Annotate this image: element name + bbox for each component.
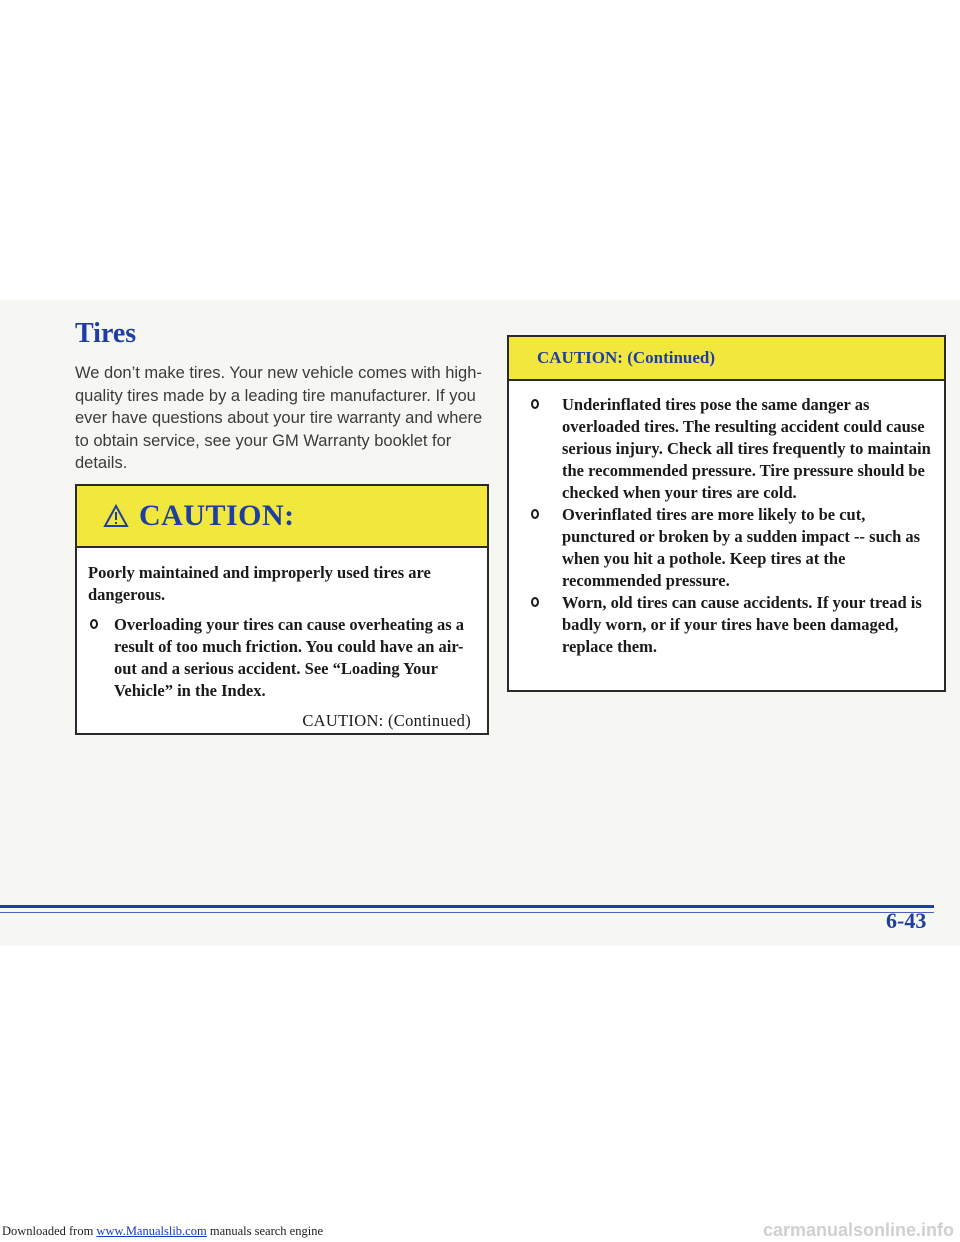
caution-bullet xyxy=(531,592,934,658)
caution-intro: Poorly maintained and improperly used tires are dangerous. xyxy=(88,563,431,604)
caution-continued-header xyxy=(509,337,944,381)
warning-triangle-icon xyxy=(103,504,129,528)
bullet-text: Overinflated tires are more likely to be cut, punctured or broken by a sudden impact -- such as when you hit a pothole. Keep tires at the recommended pressure. xyxy=(562,505,921,590)
bullet-icon xyxy=(90,619,98,629)
caution-bullet xyxy=(531,394,934,504)
caution-box xyxy=(75,484,489,735)
caution-continued-box xyxy=(507,335,946,692)
intro-paragraph: We don’t make tires. Your new vehicle comes with high-quality tires made by a leading tire manufacturer. If you ever have questions about your tire warranty and where to obtain service, see your GM Warranty booklet for details. xyxy=(75,364,483,473)
caution-bullet xyxy=(88,614,473,702)
caution-continued-bullet-list xyxy=(531,394,934,658)
bullet-text: Overloading your tires can cause overheating as a result of too much friction. You could have an air-out and a serious accident. See “Loading Your Vehicle” in the Index. xyxy=(114,615,464,700)
section-title: Tires xyxy=(75,318,137,349)
page-number: 6-43 xyxy=(886,908,927,933)
download-footer xyxy=(2,1224,323,1239)
bullet-text: Underinflated tires pose the same danger as overloaded tires. The resulting accident could cause serious injury. Check all tires frequently to maintain the recommended pressure. Tire pressure should be checked when your tires are cold. xyxy=(562,395,931,502)
bullet-icon xyxy=(531,597,539,607)
caution-heading: CAUTION: xyxy=(139,499,295,532)
bullet-icon xyxy=(531,509,539,519)
continued-label: CAUTION: (Continued) xyxy=(302,711,471,730)
manualslib-link[interactable]: www.Manualslib.com xyxy=(96,1224,207,1238)
caution-bullet xyxy=(531,504,934,592)
footer-suffix: manuals search engine xyxy=(206,1224,323,1238)
footer-rule xyxy=(0,905,934,908)
caution-continued-heading: CAUTION: (Continued) xyxy=(537,348,716,367)
bullet-icon xyxy=(531,399,539,409)
footer-rule-thin xyxy=(0,912,934,913)
caution-body xyxy=(77,548,487,732)
footer-prefix: Downloaded from xyxy=(2,1224,97,1238)
caution-continued-body xyxy=(509,381,944,658)
watermark: carmanualsonline.info xyxy=(762,1220,954,1240)
caution-bullet-list xyxy=(88,614,473,702)
caution-header xyxy=(77,486,487,548)
bullet-text: Worn, old tires can cause accidents. If your tread is badly worn, or if your tires have been damaged, replace them. xyxy=(562,593,922,656)
